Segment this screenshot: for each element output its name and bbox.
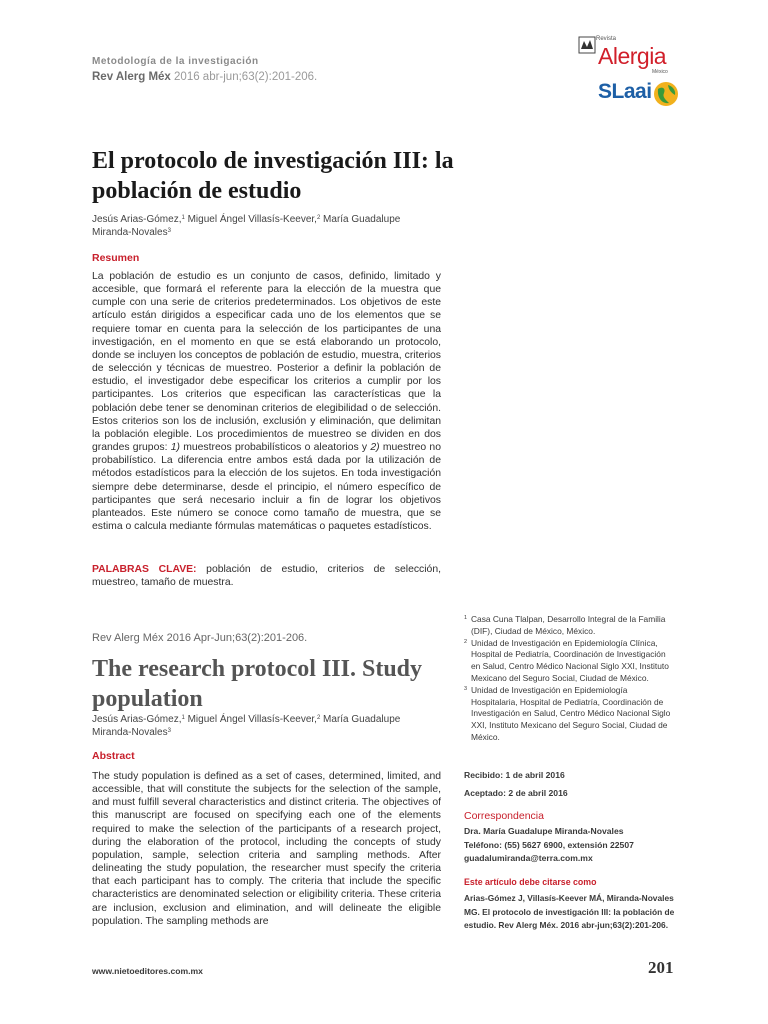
logo-alergia-text: Alergia xyxy=(598,43,667,69)
footer-url: www.nietoeditores.com.mx xyxy=(92,966,203,976)
author-affiliation-mark: 3 xyxy=(167,728,171,734)
author-affiliation-mark: 1 xyxy=(181,715,185,721)
correspondence-heading: Correspondencia xyxy=(464,810,544,822)
logo-slaai-text: SLaai xyxy=(598,80,652,103)
correspondence-details xyxy=(464,825,676,866)
affiliation-text: Casa Cuna Tlalpan, Desarrollo Integral de la Familia (DIF), Ciudad de México, México. xyxy=(471,614,666,636)
english-citation: Rev Alerg Méx 2016 Apr-Jun;63(2):201-206. xyxy=(92,632,308,644)
logo-revista-text: Revista xyxy=(596,36,617,42)
affiliation-item xyxy=(464,638,676,685)
affiliation-number: 3 xyxy=(464,685,468,692)
affiliation-number: 2 xyxy=(464,638,468,645)
keywords-text: población de estudio, criterios de selección, muestreo, tamaño de muestra. xyxy=(92,564,441,589)
resumen-text-part: La población de estudio es un conjunto de casos, definido, limitado y accesible, que formará el referente para la elección de la muestra que cumple con una serie de criterios predeterminados. Los objetivos de este artículo están dirigidos a especificar cada uno de los elementos que se requiere tomar en cuenta para la selección de los participantes de una investigación, en el momento en que se está elaborando un protocolo, donde se incluyen los conceptos de población de estudio, muestra, criterios de selección y técnicas de muestreo. Posterior a definir la población de estudio, el investigador debe especificar los criterios a cumplir por los participantes. Los criterios que especifican las características que la población debe tener se denominan criterios de elegibilidad o de selección. Estos criterios son los de inclusión, exclusión y eliminación, que delimitan la población elegible. Los procedimientos de muestreo se dividen en dos grandes grupos: xyxy=(92,271,441,454)
keywords-label: PALABRAS CLAVE: xyxy=(92,564,197,575)
logo-globe-icon xyxy=(652,80,680,108)
affiliation-text: Unidad de Investigación en Epidemiología Clínica, Hospital de Pediatría, Coordinación de Investigación en Salud, Centro Médico Nacional Siglo XXI, Instituto Mexicano del Seguro Social, Ciudad de México. xyxy=(471,637,669,683)
author-name: María Guadalupe Miranda-Novales xyxy=(92,214,401,238)
affiliation-item xyxy=(464,685,676,744)
author-affiliation-mark: 2 xyxy=(316,215,321,221)
authors-english xyxy=(92,713,440,739)
abstract-heading: Abstract xyxy=(92,750,135,762)
resumen-list-marker: 1) xyxy=(170,442,180,454)
article-title-english: The research protocol III. Study population xyxy=(92,656,423,712)
accepted-date: Aceptado: 2 de abril 2016 xyxy=(464,788,568,798)
page-number: 201 xyxy=(648,958,674,977)
journal-logo xyxy=(578,36,680,116)
author-affiliation-mark: 1 xyxy=(181,215,185,221)
cite-as-heading: Este artículo debe citarse como xyxy=(464,877,597,887)
keywords-spanish xyxy=(92,563,441,589)
resumen-text-part: muestreo no probabilístico. La diferencia entre ambos está dada por la utilización de métodos estadísticos para la elección de los sujetos. En toda investigación siempre debe determinarse, desde el principio, el número específico de participantes que será necesario incluir a fin de lograr los objetivos planteados. Este número se conoce como tamaño de muestra, que se estima o calcula mediante fórmulas matemáticas o paquetes estadísticos. xyxy=(92,442,441,532)
abstract-paragraph: The study population is defined as a set of cases, determined, limited, and accessible, that will constitute the subjects for the selection of the sample, and must fulfill several characteristics and distinct criteria. The objectives of this manuscript are focused on specifying each one of the elements required to make the selection of the participants of a research project, during the elaboration of the protocol, including the concepts of study population, sample, selection criteria and sampling methods. After delineating the study population, the researcher must specify the criteria that each participant has to comply. The criteria that include the specific characteristics are denominated selection or eligibility criteria. These criteria are inclusion, exclusion and elimination, and will delineate the eligible population. The sampling methods are xyxy=(92,771,441,927)
cite-as-text: Arias-Gómez J, Villasís-Keever MÁ, Miranda-Novales MG. El protocolo de investigación III: la población de estudio. Rev Alerg Méx. 2016 abr-jun;63(2):201-206. xyxy=(464,893,675,930)
correspondence-email: guadalumiranda@terra.com.mx xyxy=(464,853,593,863)
affiliation-item xyxy=(464,614,676,638)
running-header-section xyxy=(92,56,259,67)
author-name: Miguel Ángel Villasís-Keever, xyxy=(184,214,317,225)
resumen-list-marker: 2) xyxy=(370,442,380,454)
resumen-paragraph xyxy=(92,270,441,533)
affiliations-list xyxy=(464,614,676,744)
author-name: María Guadalupe Miranda-Novales xyxy=(92,714,401,738)
affiliation-text: Unidad de Investigación en Epidemiología Hospitalaria, Hospital de Pediatría, Coordinación de Investigación en Salud, Centro Médico Nacional Siglo XXI, Instituto Mexicano del Seguro Social, Ciudad de México. xyxy=(471,684,671,742)
author-name: Jesús Arias-Gómez, xyxy=(92,714,182,725)
section-label: Metodología de la investigación xyxy=(92,56,259,67)
author-affiliation-mark: 2 xyxy=(316,715,321,721)
resumen-heading: Resumen xyxy=(92,252,140,264)
correspondence-phone: Teléfono: (55) 5627 6900, extensión 22507 xyxy=(464,839,634,850)
article-dates xyxy=(464,766,568,802)
author-name: Miguel Ángel Villasís-Keever, xyxy=(184,714,317,725)
affiliation-number: 1 xyxy=(464,615,468,621)
author-name: Jesús Arias-Gómez, xyxy=(92,214,182,225)
authors-spanish xyxy=(92,213,440,239)
article-title-spanish: El protocolo de investigación III: la población de estudio xyxy=(92,148,454,204)
logo-emblem-icon xyxy=(578,36,596,54)
resumen-text-part: muestreos probabilísticos o aleatorios y xyxy=(179,442,371,454)
logo-mexico-text: México xyxy=(652,69,668,75)
received-date: Recibido: 1 de abril 2016 xyxy=(464,770,565,780)
journal-citation-rest: 2016 abr-jun;63(2):201-206. xyxy=(170,71,318,83)
author-affiliation-mark: 3 xyxy=(167,228,171,234)
running-header-citation xyxy=(92,71,317,83)
journal-short-name: Rev Alerg Méx xyxy=(92,71,171,83)
correspondence-name: Dra. María Guadalupe Miranda-Novales xyxy=(464,826,624,836)
